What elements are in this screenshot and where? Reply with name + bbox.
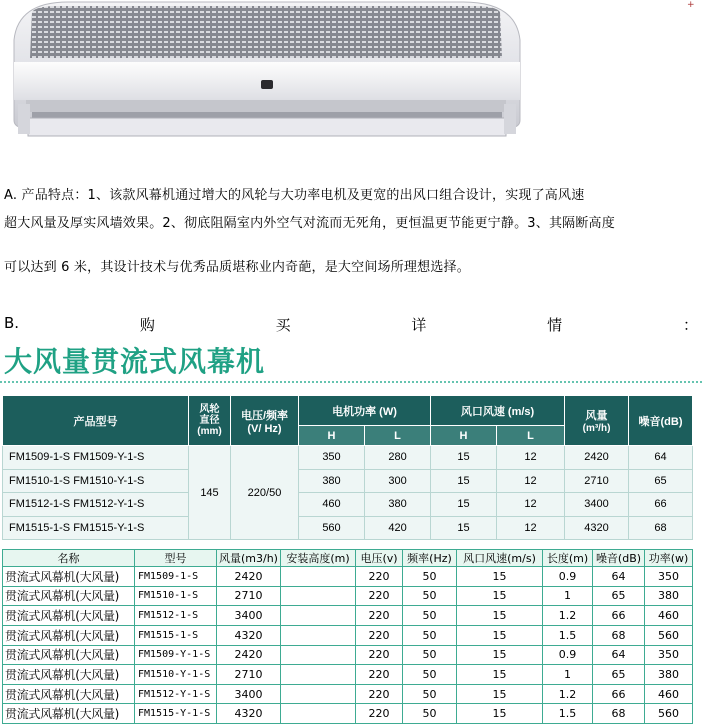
- col-voltage-cell: 220: [356, 586, 403, 606]
- header-airflow: 风量 (m³/h): [565, 396, 629, 446]
- col-length-cell: 1.5: [543, 625, 593, 645]
- header-wheel: 风轮 直径 (mm): [189, 396, 231, 446]
- col-model-cell: FM1510-1-S: [135, 586, 217, 606]
- header-col-model: 型号: [135, 550, 217, 567]
- col-voltage-cell: 220: [356, 665, 403, 685]
- header-col-install-height: 安装高度(m): [281, 550, 356, 567]
- table-row: [3, 493, 693, 517]
- table-row: [3, 645, 693, 665]
- col-model-cell: FM1515-1-S: [135, 625, 217, 645]
- col-power-cell: 350: [645, 567, 693, 587]
- col-power-cell: 350: [645, 645, 693, 665]
- header-col-speed: 风口风速(m/s): [457, 550, 543, 567]
- header-speed-h: H: [431, 426, 497, 446]
- col-name-cell: 贯流式风幕机(大风量): [3, 586, 135, 606]
- col-speed-cell: 15: [457, 625, 543, 645]
- col-voltage-cell: 220: [356, 625, 403, 645]
- section-b-heading: [4, 314, 698, 335]
- header-power: 电机功率 (W): [299, 396, 431, 426]
- header-speed: 风口风速 (m/s): [431, 396, 565, 426]
- air-curtain-product-image: [8, 0, 523, 150]
- spec-table: [2, 395, 693, 540]
- col-noise-cell: 66: [593, 684, 645, 704]
- col-install-height-cell: [281, 586, 356, 606]
- col-model-cell: FM1515-Y-1-S: [135, 704, 217, 724]
- model-cell: FM1515-1-S FM1515-Y-1-S: [3, 516, 189, 540]
- col-length-cell: 1: [543, 665, 593, 685]
- airflow-cell: 2710: [565, 469, 629, 493]
- col-install-height-cell: [281, 625, 356, 645]
- power-h-cell: 350: [299, 446, 365, 470]
- section-b-char: 购: [139, 316, 155, 334]
- col-name-cell: 贯流式风幕机(大风量): [3, 665, 135, 685]
- header-col-voltage: 电压(v): [356, 550, 403, 567]
- col-voltage-cell: 220: [356, 704, 403, 724]
- header-col-airflow: 风量(m3/h): [217, 550, 281, 567]
- speed-l-cell: 12: [497, 446, 565, 470]
- airflow-cell: 2420: [565, 446, 629, 470]
- col-speed-cell: 15: [457, 645, 543, 665]
- col-airflow-cell: 2710: [217, 586, 281, 606]
- col-frequency-cell: 50: [403, 567, 457, 587]
- col-airflow-cell: 2420: [217, 567, 281, 587]
- header-col-frequency: 频率(Hz): [403, 550, 457, 567]
- col-power-cell: 560: [645, 625, 693, 645]
- speed-l-cell: 12: [497, 493, 565, 517]
- dotted-divider: [0, 381, 702, 383]
- col-airflow-cell: 2420: [217, 645, 281, 665]
- col-speed-cell: 15: [457, 586, 543, 606]
- col-model-cell: FM1512-1-S: [135, 606, 217, 626]
- col-length-cell: 1.2: [543, 684, 593, 704]
- col-frequency-cell: 50: [403, 625, 457, 645]
- power-l-cell: 380: [365, 493, 431, 517]
- col-install-height-cell: [281, 704, 356, 724]
- speed-l-cell: 12: [497, 516, 565, 540]
- header-voltage: 电压/频率 (V/ Hz): [231, 396, 299, 446]
- col-frequency-cell: 50: [403, 704, 457, 724]
- section-b-label: B.: [4, 314, 20, 332]
- product-title: 大风量贯流式风幕机: [4, 345, 266, 378]
- col-model-cell: FM1510-Y-1-S: [135, 665, 217, 685]
- header-col-noise: 噪音(dB): [593, 550, 645, 567]
- power-l-cell: 280: [365, 446, 431, 470]
- col-noise-cell: 65: [593, 665, 645, 685]
- power-h-cell: 380: [299, 469, 365, 493]
- wheel-diameter-cell: 145: [189, 446, 231, 540]
- col-length-cell: 1.2: [543, 606, 593, 626]
- col-install-height-cell: [281, 606, 356, 626]
- header-col-power: 功率(w): [645, 550, 693, 567]
- noise-cell: 65: [629, 469, 693, 493]
- col-voltage-cell: 220: [356, 606, 403, 626]
- section-b-char: 详: [411, 316, 427, 334]
- col-length-cell: 1: [543, 586, 593, 606]
- noise-cell: 64: [629, 446, 693, 470]
- col-name-cell: 贯流式风幕机(大风量): [3, 567, 135, 587]
- col-frequency-cell: 50: [403, 606, 457, 626]
- col-power-cell: 560: [645, 704, 693, 724]
- power-l-cell: 420: [365, 516, 431, 540]
- speed-h-cell: 15: [431, 446, 497, 470]
- col-noise-cell: 64: [593, 567, 645, 587]
- col-noise-cell: 68: [593, 704, 645, 724]
- speed-h-cell: 15: [431, 493, 497, 517]
- col-speed-cell: 15: [457, 704, 543, 724]
- table-row: [3, 704, 693, 724]
- header-power-l: L: [365, 426, 431, 446]
- col-speed-cell: 15: [457, 606, 543, 626]
- col-noise-cell: 66: [593, 606, 645, 626]
- col-airflow-cell: 2710: [217, 665, 281, 685]
- parameter-table: [2, 549, 693, 724]
- col-airflow-cell: 3400: [217, 606, 281, 626]
- table-row: [3, 586, 693, 606]
- airflow-cell: 4320: [565, 516, 629, 540]
- power-h-cell: 460: [299, 493, 365, 517]
- col-model-cell: FM1512-Y-1-S: [135, 684, 217, 704]
- col-power-cell: 460: [645, 606, 693, 626]
- intro-line-2: 超大风量及厚实风墙效果。2、彻底阻隔室内外空气对流而无死角，更恒温更节能更宁静。3、其隔断高度: [4, 216, 615, 231]
- col-airflow-cell: 3400: [217, 684, 281, 704]
- header-col-length: 长度(m): [543, 550, 593, 567]
- col-airflow-cell: 4320: [217, 625, 281, 645]
- table-row: [3, 625, 693, 645]
- voltage-cell: 220/50: [231, 446, 299, 540]
- header-power-h: H: [299, 426, 365, 446]
- model-cell: FM1512-1-S FM1512-Y-1-S: [3, 493, 189, 517]
- col-install-height-cell: [281, 665, 356, 685]
- col-voltage-cell: 220: [356, 684, 403, 704]
- section-b-char: ：: [682, 316, 698, 334]
- col-noise-cell: 65: [593, 586, 645, 606]
- col-frequency-cell: 50: [403, 684, 457, 704]
- header-speed-l: L: [497, 426, 565, 446]
- col-frequency-cell: 50: [403, 645, 457, 665]
- col-frequency-cell: 50: [403, 665, 457, 685]
- table-row: [3, 469, 693, 493]
- power-h-cell: 560: [299, 516, 365, 540]
- col-length-cell: 0.9: [543, 567, 593, 587]
- corner-mark: +: [687, 0, 695, 10]
- col-speed-cell: 15: [457, 567, 543, 587]
- speed-h-cell: 15: [431, 516, 497, 540]
- col-noise-cell: 68: [593, 625, 645, 645]
- noise-cell: 66: [629, 493, 693, 517]
- col-airflow-cell: 4320: [217, 704, 281, 724]
- table-row: [3, 606, 693, 626]
- table-row: [3, 665, 693, 685]
- col-install-height-cell: [281, 684, 356, 704]
- header-col-name: 名称: [3, 550, 135, 567]
- section-b-char: 买: [275, 316, 291, 334]
- col-voltage-cell: 220: [356, 567, 403, 587]
- col-model-cell: FM1509-1-S: [135, 567, 217, 587]
- speed-l-cell: 12: [497, 469, 565, 493]
- parameter-table-header: [3, 550, 693, 567]
- model-cell: FM1510-1-S FM1510-Y-1-S: [3, 469, 189, 493]
- section-b-char: 情: [547, 316, 563, 334]
- table-row: [3, 684, 693, 704]
- intro-line-1: A. 产品特点：1、该款风幕机通过增大的风轮与大功率电机及更宽的出风口组合设计，实现了高风速: [4, 188, 585, 203]
- col-length-cell: 0.9: [543, 645, 593, 665]
- col-voltage-cell: 220: [356, 645, 403, 665]
- table-row: [3, 516, 693, 540]
- header-model: 产品型号: [3, 396, 189, 446]
- col-name-cell: 贯流式风幕机(大风量): [3, 645, 135, 665]
- col-length-cell: 1.5: [543, 704, 593, 724]
- col-power-cell: 380: [645, 586, 693, 606]
- col-speed-cell: 15: [457, 684, 543, 704]
- noise-cell: 68: [629, 516, 693, 540]
- table-row: [3, 567, 693, 587]
- speed-h-cell: 15: [431, 469, 497, 493]
- col-model-cell: FM1509-Y-1-S: [135, 645, 217, 665]
- col-install-height-cell: [281, 567, 356, 587]
- col-name-cell: 贯流式风幕机(大风量): [3, 704, 135, 724]
- col-speed-cell: 15: [457, 665, 543, 685]
- col-frequency-cell: 50: [403, 586, 457, 606]
- header-noise: 噪音(dB): [629, 396, 693, 446]
- power-l-cell: 300: [365, 469, 431, 493]
- col-noise-cell: 64: [593, 645, 645, 665]
- table-row: [3, 446, 693, 470]
- airflow-cell: 3400: [565, 493, 629, 517]
- col-name-cell: 贯流式风幕机(大风量): [3, 625, 135, 645]
- col-power-cell: 460: [645, 684, 693, 704]
- model-cell: FM1509-1-S FM1509-Y-1-S: [3, 446, 189, 470]
- col-name-cell: 贯流式风幕机(大风量): [3, 606, 135, 626]
- intro-line-3: 可以达到 6 米，其设计技术与优秀品质堪称业内奇葩，是大空间场所理想选择。: [4, 260, 470, 275]
- col-install-height-cell: [281, 645, 356, 665]
- col-name-cell: 贯流式风幕机(大风量): [3, 684, 135, 704]
- col-power-cell: 380: [645, 665, 693, 685]
